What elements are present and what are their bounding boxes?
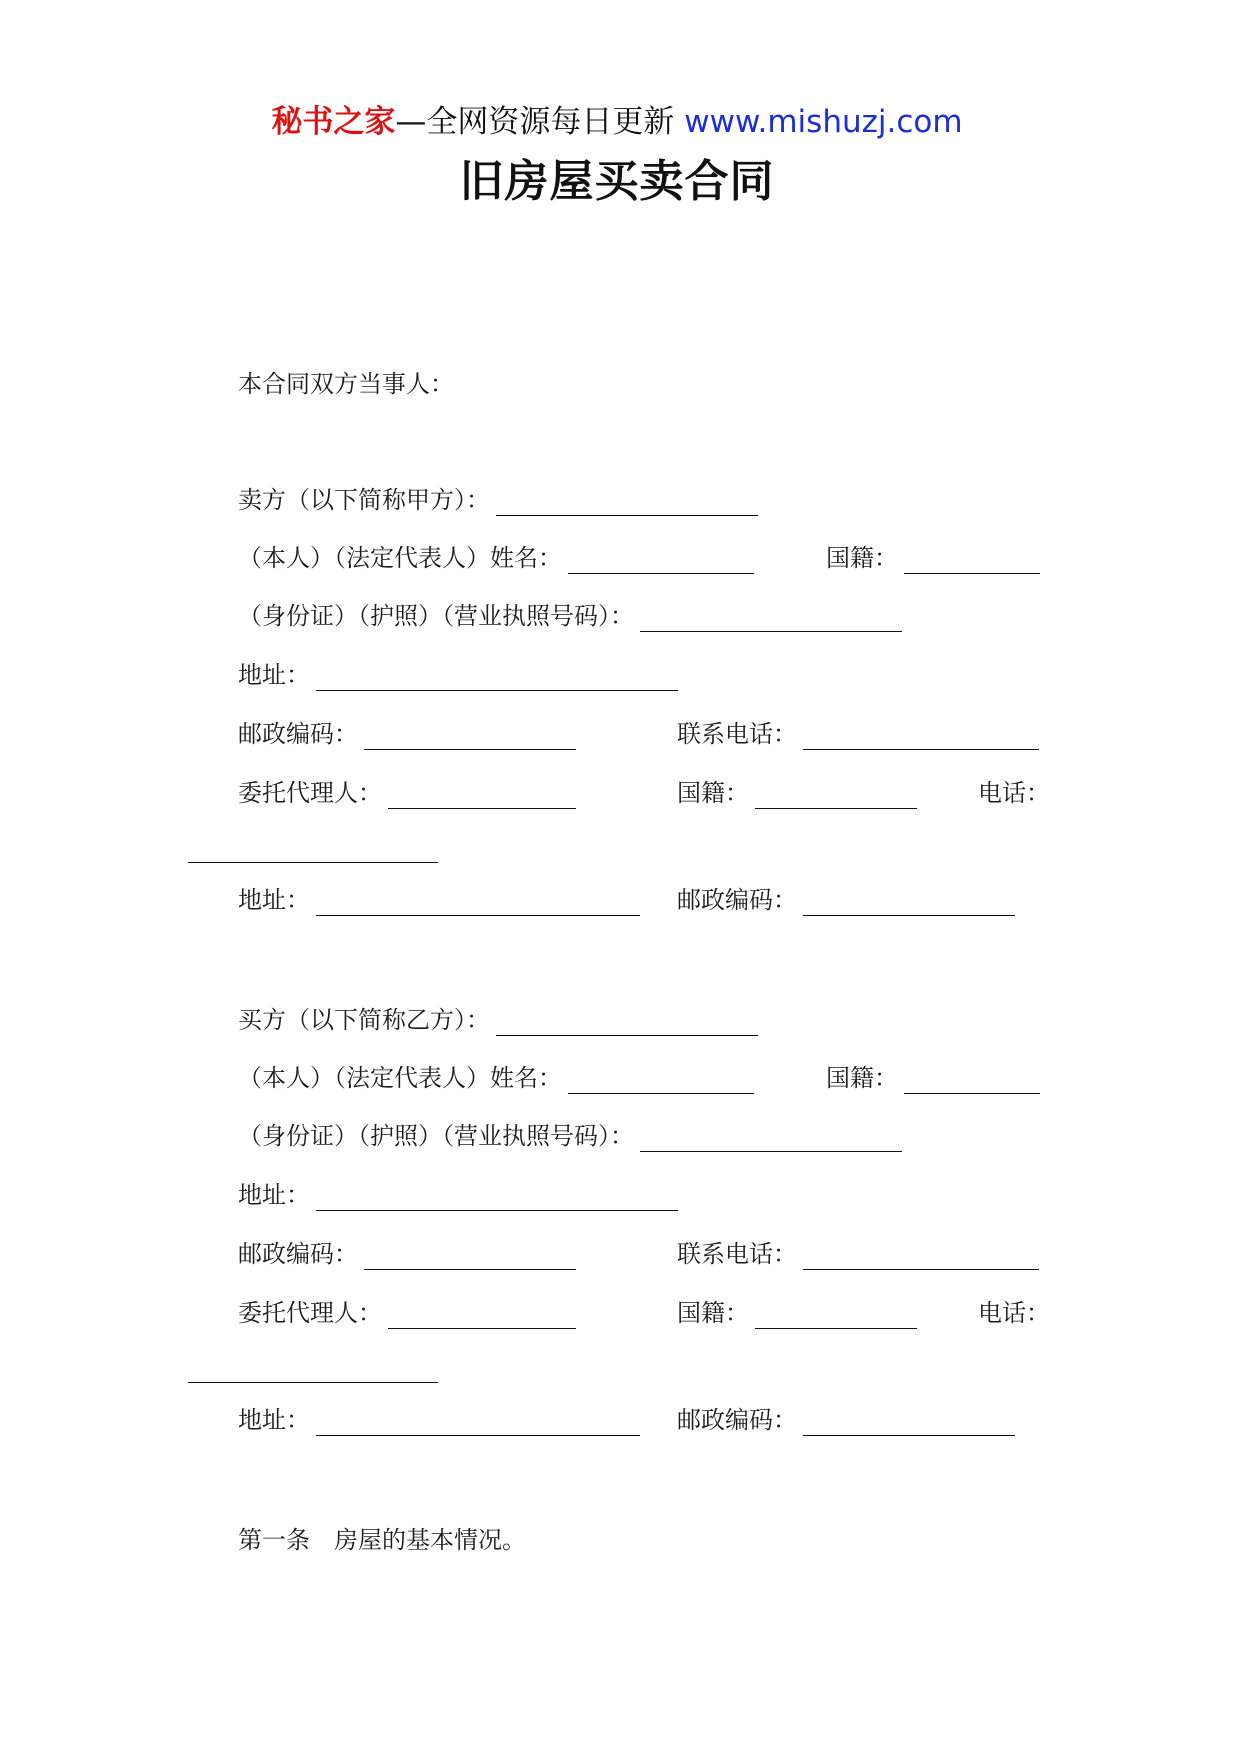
buyer-address-label: 地址： <box>238 1181 310 1209</box>
buyer-name-field[interactable] <box>496 1013 758 1036</box>
buyer-postcode-label: 邮政编码： <box>238 1240 358 1268</box>
seller-id-row <box>238 600 902 632</box>
intro-text <box>238 368 454 400</box>
seller-agent-postcode-label: 邮政编码： <box>677 886 797 914</box>
buyer-agent-phone-label: 电话： <box>978 1299 1050 1327</box>
seller-heading: 卖方（以下简称甲方）： <box>238 486 490 514</box>
seller-address-label: 地址： <box>238 661 310 689</box>
seller-postcode-label: 邮政编码： <box>238 720 358 748</box>
buyer-address-field[interactable] <box>316 1188 678 1211</box>
seller-agent-address-row <box>238 884 640 916</box>
seller-id-label: （身份证）（护照）（营业执照号码）： <box>238 602 634 630</box>
seller-rep-name-field[interactable] <box>568 551 754 574</box>
seller-address-field[interactable] <box>316 668 678 691</box>
seller-agent-phone-field[interactable] <box>188 861 438 863</box>
buyer-agent-row <box>238 1297 576 1329</box>
buyer-phone-row <box>677 1238 1039 1270</box>
seller-agent-postcode-row <box>677 884 1015 916</box>
buyer-name-label: （本人）（法定代表人）姓名： <box>238 1064 562 1092</box>
seller-agent-nationality-field[interactable] <box>755 786 917 809</box>
seller-phone-row <box>677 718 1039 750</box>
seller-nationality-row <box>826 542 1040 574</box>
buyer-phone-field[interactable] <box>803 1247 1039 1270</box>
seller-agent-nationality-row <box>677 777 917 809</box>
site-header <box>0 100 1234 144</box>
buyer-heading: 买方（以下简称乙方）： <box>238 1006 490 1034</box>
buyer-agent-nationality-label: 国籍： <box>677 1299 749 1327</box>
seller-agent-address-field[interactable] <box>316 893 640 916</box>
seller-nationality-field[interactable] <box>904 551 1040 574</box>
buyer-postcode-field[interactable] <box>364 1247 576 1270</box>
seller-address-row <box>238 659 678 691</box>
buyer-agent-postcode-row <box>677 1404 1015 1436</box>
intro-label: 本合同双方当事人： <box>238 370 454 398</box>
seller-phone-field[interactable] <box>803 727 1039 750</box>
document-title: 旧房屋买卖合同 <box>459 156 775 207</box>
buyer-address-row <box>238 1179 678 1211</box>
seller-heading-row <box>238 484 758 516</box>
buyer-agent-address-field[interactable] <box>316 1413 640 1436</box>
seller-agent-field[interactable] <box>388 786 576 809</box>
seller-postcode-row <box>238 718 576 750</box>
seller-agent-row <box>238 777 576 809</box>
buyer-postcode-row <box>238 1238 576 1270</box>
buyer-agent-nationality-field[interactable] <box>755 1306 917 1329</box>
buyer-heading-row <box>238 1004 758 1036</box>
buyer-id-label: （身份证）（护照）（营业执照号码）： <box>238 1122 634 1150</box>
brand-name: 秘书之家 <box>271 104 396 140</box>
buyer-agent-field[interactable] <box>388 1306 576 1329</box>
buyer-agent-address-row <box>238 1404 640 1436</box>
seller-agent-postcode-field[interactable] <box>803 893 1015 916</box>
buyer-nationality-field[interactable] <box>904 1071 1040 1094</box>
buyer-id-field[interactable] <box>640 1129 902 1152</box>
seller-postcode-field[interactable] <box>364 727 576 750</box>
buyer-nationality-row <box>826 1062 1040 1094</box>
seller-agent-label: 委托代理人： <box>238 779 382 807</box>
buyer-agent-phone-row <box>978 1297 1050 1329</box>
seller-agent-phone-row <box>978 777 1050 809</box>
site-url-link[interactable]: www.mishuzj.com <box>684 104 963 140</box>
buyer-agent-nationality-row <box>677 1297 917 1329</box>
seller-name-field[interactable] <box>496 493 758 516</box>
seller-id-field[interactable] <box>640 609 902 632</box>
site-slogan: —全网资源每日更新 <box>395 104 675 140</box>
buyer-id-row <box>238 1120 902 1152</box>
buyer-agent-postcode-field[interactable] <box>803 1413 1015 1436</box>
seller-agent-nationality-label: 国籍： <box>677 779 749 807</box>
buyer-agent-postcode-label: 邮政编码： <box>677 1406 797 1434</box>
seller-phone-label: 联系电话： <box>677 720 797 748</box>
seller-agent-address-label: 地址： <box>238 886 310 914</box>
seller-name-row <box>238 542 754 574</box>
seller-agent-phone-label: 电话： <box>978 779 1050 807</box>
buyer-agent-label: 委托代理人： <box>238 1299 382 1327</box>
buyer-rep-name-field[interactable] <box>568 1071 754 1094</box>
seller-name-label: （本人）（法定代表人）姓名： <box>238 544 562 572</box>
article-1-heading <box>238 1524 526 1556</box>
buyer-phone-label: 联系电话： <box>677 1240 797 1268</box>
buyer-name-row <box>238 1062 754 1094</box>
buyer-agent-phone-field[interactable] <box>188 1381 438 1383</box>
article-1-text: 第一条 房屋的基本情况。 <box>238 1526 526 1554</box>
buyer-nationality-label: 国籍： <box>826 1064 898 1092</box>
seller-nationality-label: 国籍： <box>826 544 898 572</box>
buyer-agent-address-label: 地址： <box>238 1406 310 1434</box>
